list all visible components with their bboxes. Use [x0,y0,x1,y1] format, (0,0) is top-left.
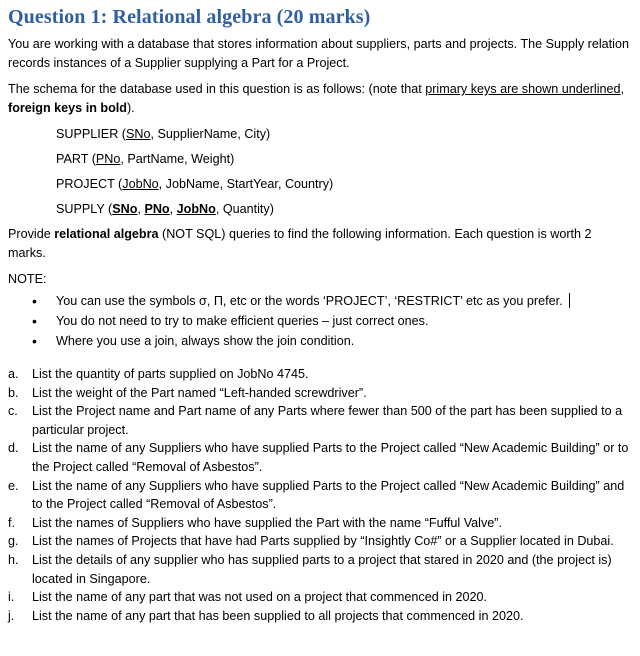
question-label: g. [8,534,19,549]
question-label: f. [8,515,15,530]
question-item [8,551,632,588]
question-label: a. [8,367,19,381]
questions-list [8,365,632,625]
schema-intro-suffix: ). [126,101,135,115]
provide-prefix: Provide [8,227,55,241]
note-text: You do not need to try to make efficient queries – just correct ones. [56,314,429,328]
question-item [8,384,632,403]
schema-relation: PART (PNo, PartName, Weight) [56,152,235,166]
relation-attribute: StartYear [226,177,278,191]
question-item [8,365,632,384]
relation-name: SUPPLIER [56,127,119,141]
relation-attribute: JobNo [122,177,159,191]
question-text: List the quantity of parts supplied on JobNo 4745. [32,367,309,381]
relation-attribute: JobName [165,177,220,191]
relation-name: PROJECT [56,177,115,191]
question-text: List the details of any supplier who has supplied parts to a project that stared in 2020 and (the project is) located in Singapore. [32,552,612,586]
question-item [8,514,632,533]
note-text: You can use the symbols σ, Π, etc or the words ‘PROJECT’, ‘RESTRICT’ etc as you prefer. [56,294,563,308]
question-text: List the name of any Suppliers who have supplied Parts to the Project called “New Academic Building” or to the Project called “Removal of Asbestos”. [32,441,629,474]
question-item [8,532,632,551]
question-label: d. [8,441,19,456]
relation-attribute: SNo [112,202,138,216]
schema-list [56,125,632,219]
question-text: List the Project name and Part name of any Parts where fewer than 500 of the part has been supplied to a particular project. [32,404,623,437]
question-title: Question 1: Relational algebra (20 marks) [8,6,371,28]
question-label: i. [8,590,15,605]
relation-attribute: City [244,127,267,141]
question-label: c. [8,404,18,419]
provide-suffix: (NOT SQL) queries to find the following information. Each question is worth 2 marks. [8,227,592,260]
question-item [8,588,632,607]
relation-attribute: Country [284,177,330,191]
schema-intro-prefix: The schema for the database used in this question is as follows: (note that [8,82,426,96]
note-text: Where you use a join, always show the join condition. [56,334,355,348]
relation-attribute: SupplierName [157,127,238,141]
note-item [8,291,632,311]
relation-attribute: Quantity [222,202,270,216]
note-item [8,331,632,351]
question-text: List the weight of the Part named “Left-handed screwdriver”. [32,385,367,400]
relation-attribute: PartName [127,152,185,166]
question-text: List the name of any part that was not used on a project that commenced in 2020. [32,590,488,605]
schema-intro-middle: , [620,82,625,96]
schema-relation: PROJECT (JobNo, JobName, StartYear, Country) [56,177,334,191]
notes-list [8,291,632,351]
question-item [8,477,632,514]
note-item [8,311,632,331]
question-text: List the name of any Suppliers who have supplied Parts to the Project called “New Academic Building” and to the Project called “Removal of Asbestos”. [32,478,625,512]
question-label: e. [8,478,19,493]
relation-name: PART [56,152,89,166]
schema-intro-underlined: primary keys are shown underlined [425,82,621,96]
question-label: b. [8,385,19,400]
question-text: List the names of Projects that have had Parts supplied by “Insightly Co#” or a Supplier located in Dubai. [32,534,614,549]
relation-attribute: SNo [126,127,151,141]
provide-paragraph [8,225,632,263]
schema-relation: SUPPLY (SNo, PNo, JobNo, Quantity) [56,202,274,216]
schema-intro-bold: foreign keys in bold [8,101,127,115]
question-label: j. [8,608,15,623]
question-text: List the name of any part that has been supplied to all projects that commenced in 2020. [32,608,524,623]
question-label: h. [8,552,19,567]
question-item [8,402,632,439]
relation-attribute: JobNo [176,202,216,216]
relation-attribute: PNo [95,152,121,166]
provide-bold: relational algebra [54,227,159,241]
relation-name: SUPPLY [56,202,105,216]
question-text: List the names of Suppliers who have supplied the Part with the name “Fufful Valve”. [32,515,502,530]
relation-attribute: PNo [144,202,170,216]
text-cursor [569,293,570,308]
schema-intro-paragraph [8,80,632,118]
question-item [8,607,632,626]
relation-attribute: Weight [191,152,231,166]
note-label: NOTE: [8,272,47,286]
question-item [8,439,632,476]
intro-paragraph: You are working with a database that stores information about suppliers, parts and projects. The Supply relation records instances of a Supplier supplying a Part for a Project. [8,37,629,70]
schema-relation: SUPPLIER (SNo, SupplierName, City) [56,127,271,141]
